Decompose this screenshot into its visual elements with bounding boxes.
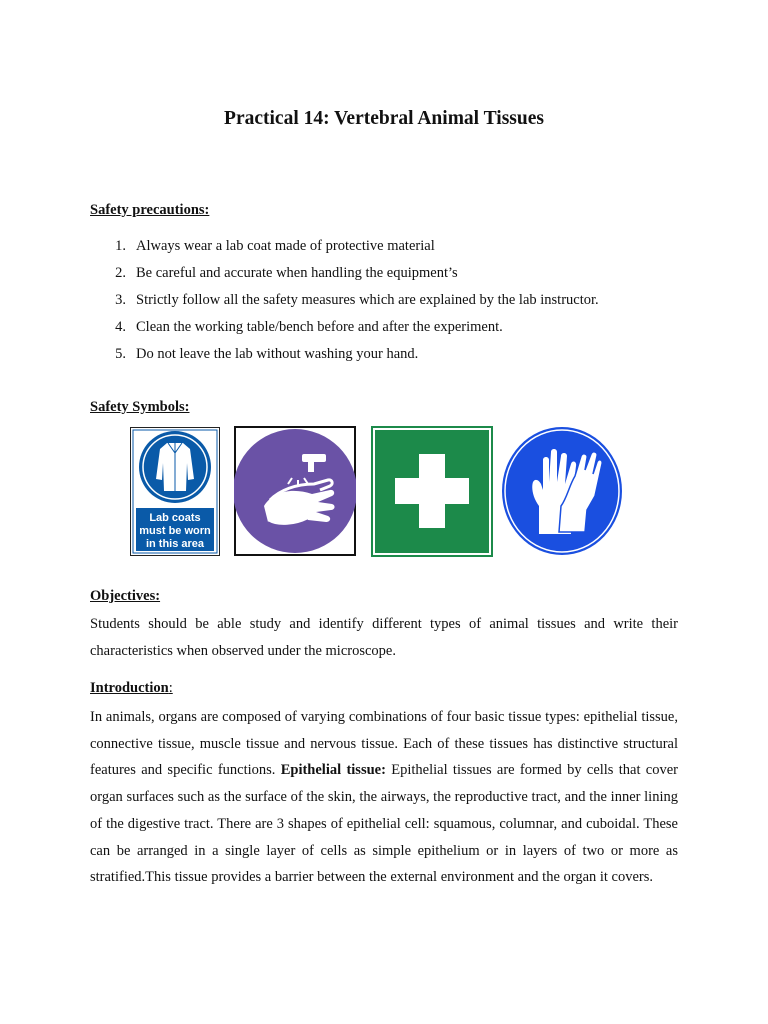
epithelial-tissue-term: Epithelial tissue:: [280, 762, 386, 779]
first-aid-sign: [371, 426, 493, 557]
objectives-heading: Objectives:: [90, 588, 161, 604]
safety-precautions-heading: Safety precautions:: [90, 202, 210, 218]
lab-coat-sign-line2: must be worn: [139, 525, 211, 537]
list-item-text: Always wear a lab coat made of protective material: [136, 238, 435, 254]
lab-coat-sign-line3: in this area: [145, 538, 205, 550]
wash-hands-sign: [234, 426, 356, 556]
list-item-text: Strictly follow all the safety measures which are explained by the lab instructor.: [136, 292, 599, 308]
page-title: Practical 14: Vertebral Animal Tissues: [224, 108, 544, 129]
introduction-heading: [90, 680, 173, 697]
list-item-number: 2.: [115, 265, 126, 281]
objectives-text: Students should be able study and identify different types of animal tissues and write their characteristics when observed under the microscope.: [90, 616, 678, 659]
list-item-number: 1.: [115, 238, 126, 254]
list-item-number: 4.: [115, 319, 126, 335]
gloves-sign: [501, 426, 623, 556]
list-item-number: 5.: [115, 346, 126, 362]
introduction-heading-label: Introduction: [90, 680, 169, 696]
safety-symbols-heading: Safety Symbols:: [90, 399, 190, 415]
lab-coat-sign-line1: Lab coats: [149, 512, 201, 524]
list-item-text: Be careful and accurate when handling the equipment’s: [136, 265, 458, 281]
introduction-text-part2: Epithelial tissues are formed by cells that cover organ surfaces such as the surface of the skin, the airways, the reproductive tract, and the inner lining of the digestive tract. There are 3 shapes of epithelial cell: squamous, columnar, and cuboidal. These can be arranged in a single layer of cells as simple epithelium or in layers of two or more as stratified.This tissue provides a barrier between the external environment and the organ it covers.: [90, 762, 678, 886]
introduction-heading-colon: :: [168, 680, 173, 696]
lab-coat-sign: [130, 427, 220, 556]
introduction-text-part1: In animals, organs are composed of varying combinations of four basic tissue types: epithelial tissue, connective tissue, muscle tissue and nervous tissue. Each of these tissues has distinctive structural features and specific functions.: [90, 709, 678, 779]
list-item-text: Clean the working table/bench before and after the experiment.: [136, 319, 503, 335]
list-item-text: Do not leave the lab without washing your hand.: [136, 346, 419, 362]
introduction-text: [90, 704, 678, 891]
list-item-number: 3.: [115, 292, 126, 308]
